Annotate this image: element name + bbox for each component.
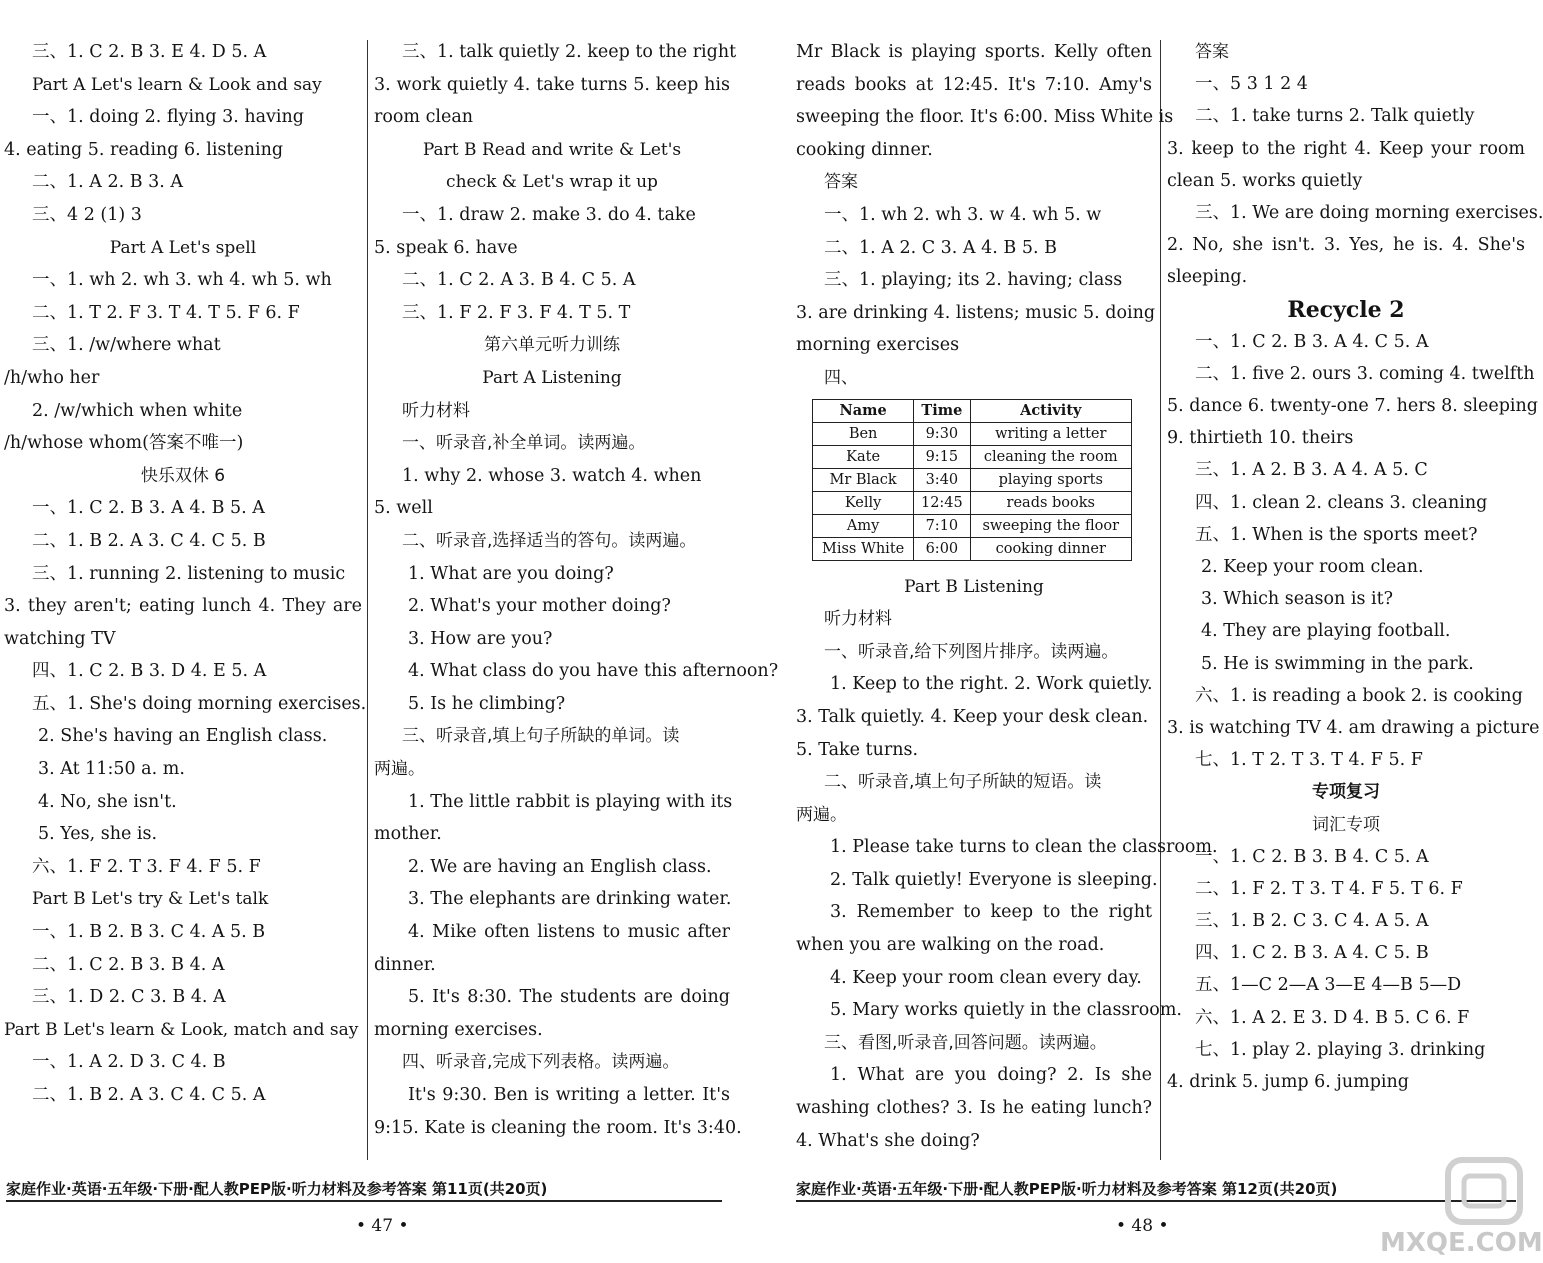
text-line: 一、1. C 2. B 3. A 4. B 5. A [32, 498, 265, 519]
text-line: Part B Let's learn & Look, match and say [4, 1019, 359, 1040]
text-line: morning exercises. [374, 1019, 543, 1040]
table-cell: 12:45 [914, 491, 970, 514]
footer-rule [6, 1200, 722, 1202]
answer-table-wrap [796, 395, 1152, 571]
footer-right: 家庭作业·英语·五年级·下册·配人教PEP版·听力材料及参考答案 第12页(共20页) [796, 1180, 1338, 1198]
text-line: 5. Take turns. [796, 739, 919, 760]
table-header-cell: Name [813, 399, 914, 422]
text-line: 六、1. A 2. E 3. D 4. B 5. C 6. F [1195, 1007, 1470, 1028]
text-line: 二、听录音,填上句子所缺的短语。读 [824, 772, 1102, 793]
column-3-bottom [796, 571, 1218, 1158]
text-line: 三、1. F 2. F 3. F 4. T 5. T [402, 302, 631, 323]
text-line: 1. Keep to the right. 2. Work quietly. [830, 674, 1153, 695]
table-header-cell: Activity [970, 399, 1131, 422]
text-line: 1. The little rabbit is playing with its [408, 791, 733, 812]
text-line: 三、1. playing; its 2. having; class [824, 270, 1123, 291]
text-line: 四、1. C 2. B 3. D 4. E 5. A [32, 661, 267, 682]
column-divider [367, 40, 368, 1160]
table-cell: 9:15 [914, 445, 970, 468]
text-line: 三、1. talk quietly 2. keep to the right [402, 42, 737, 62]
table-row [813, 514, 1132, 537]
table-cell: Kelly [813, 491, 914, 514]
text-line: 六、1. is reading a book 2. is cooking [1195, 685, 1523, 706]
text-line: 二、1. F 2. T 3. T 4. F 5. T 6. F [1195, 878, 1463, 899]
text-line: 四、1. C 2. B 3. A 4. C 5. B [1195, 943, 1429, 964]
column-3-top [796, 36, 1174, 395]
text-line: 三、4 2 (1) 3 [32, 204, 142, 225]
text-line: 1. What are you doing? 2. Is she [830, 1065, 1152, 1086]
text-line: 一、1. wh 2. wh 3. w 4. wh 5. w [824, 204, 1102, 225]
text-line: 5. well [374, 498, 433, 519]
text-line: 2. No, she isn't. 3. Yes, he is. 4. She's [1167, 235, 1525, 256]
text-line: 三、看图,听录音,回答问题。读两遍。 [824, 1032, 1107, 1053]
text-line: 1. Please take turns to clean the classroom. [830, 837, 1218, 858]
text-line: room clean [374, 107, 474, 128]
text-line: 二、1. A 2. C 3. A 4. B 5. B [824, 237, 1057, 258]
table-cell: writing a letter [970, 422, 1131, 445]
text-line: 5. Yes, she is. [38, 824, 158, 845]
text-line: 三、听录音,填上句子所缺的单词。读 [402, 726, 680, 747]
table-cell: 7:10 [914, 514, 970, 537]
text-line: 4. No, she isn't. [38, 791, 177, 812]
text-line: 3. Which season is it? [1201, 589, 1394, 610]
column-3 [796, 36, 1218, 1157]
text-line: 3. they aren't; eating lunch 4. They are [4, 596, 362, 617]
text-line: 一、1. C 2. B 3. B 4. C 5. A [1195, 846, 1429, 867]
text-line: washing clothes? 3. Is he eating lunch? [796, 1098, 1152, 1119]
text-line: 3. Remember to keep to the right [830, 902, 1152, 923]
text-line: 4. Mike often listens to music after [408, 922, 730, 943]
table-row [813, 422, 1132, 445]
text-line: 3. Talk quietly. 4. Keep your desk clean. [796, 706, 1149, 727]
column-4 [1167, 36, 1543, 1098]
text-line: cooking dinner. [796, 139, 933, 160]
text-line: 词汇专项 [1312, 814, 1380, 835]
table-cell: reads books [970, 491, 1131, 514]
page-number-right: • 48 • [1116, 1216, 1169, 1236]
text-line: dinner. [374, 954, 436, 975]
watermark-text: MXQE.COM [1380, 1228, 1543, 1258]
text-line: 4. What class do you have this afternoon? [408, 661, 779, 682]
table-cell: cooking dinner [970, 537, 1131, 560]
text-line: mother. [374, 824, 442, 845]
text-line: 一、1. C 2. B 3. A 4. C 5. A [1195, 331, 1429, 352]
text-line: 5. dance 6. twenty-one 7. hers 8. sleeping [1167, 396, 1538, 417]
table-cell: cleaning the room [970, 445, 1131, 468]
text-line: 两遍。 [796, 804, 847, 825]
answer-table [812, 399, 1132, 561]
text-line: 五、1. She's doing morning exercises. [32, 693, 367, 714]
text-line: 二、1. C 2. A 3. B 4. C 5. A [402, 270, 636, 291]
text-line: 4. eating 5. reading 6. listening [4, 139, 284, 160]
text-line: 2. She's having an English class. [38, 726, 328, 747]
text-line: 二、1. A 2. B 3. A [32, 172, 184, 193]
footer-left: 家庭作业·英语·五年级·下册·配人教PEP版·听力材料及参考答案 第11页(共20页) [6, 1180, 548, 1198]
text-line: sweeping the floor. It's 6:00. Miss White is [796, 107, 1174, 128]
text-line: Part A Let's learn & Look and say [32, 74, 322, 95]
text-line: 2. Keep your room clean. [1201, 557, 1424, 577]
text-line: Part B Read and write & Let's [422, 139, 682, 160]
column-divider [1160, 40, 1161, 1160]
text-line: 一、1. draw 2. make 3. do 4. take [402, 204, 696, 225]
text-line: 一、1. A 2. D 3. C 4. B [32, 1052, 226, 1073]
column-1 [4, 36, 367, 1112]
text-line: 一、1. wh 2. wh 3. wh 4. wh 5. wh [32, 270, 332, 291]
text-line: 听力材料 [824, 609, 892, 630]
text-line: 3. are drinking 4. listens; music 5. doing [796, 302, 1156, 323]
text-line: 4. They are playing football. [1201, 621, 1451, 642]
text-line: 2. Talk quietly! Everyone is sleeping. [830, 869, 1158, 890]
text-line: 四、 [824, 367, 858, 388]
text-line: 二、1. five 2. ours 3. coming 4. twelfth [1195, 363, 1535, 384]
table-row [813, 445, 1132, 468]
table-cell: 9:30 [914, 422, 970, 445]
text-line: 快乐双休 6 [140, 465, 226, 486]
text-line: 2. What's your mother doing? [408, 596, 671, 617]
text-line: 9. thirtieth 10. theirs [1167, 428, 1354, 449]
text-line: 七、1. play 2. playing 3. drinking [1195, 1039, 1486, 1060]
table-row [813, 468, 1132, 491]
text-line: 二、听录音,选择适当的答句。读两遍。 [402, 530, 697, 551]
text-line: 4. Keep your room clean every day. [830, 967, 1142, 988]
text-line: Part B Let's try & Let's talk [32, 889, 269, 910]
table-cell: playing sports [970, 468, 1131, 491]
text-line: 三、1. /w/where what [32, 335, 221, 356]
text-line: 听力材料 [402, 400, 470, 421]
text-line: 三、1. D 2. C 3. B 4. A [32, 987, 226, 1008]
text-line: 三、1. B 2. C 3. C 4. A 5. A [1195, 911, 1429, 932]
text-line: 5. He is swimming in the park. [1201, 653, 1474, 674]
text-line: 3. At 11:50 a. m. [38, 759, 185, 780]
text-line: 3. keep to the right 4. Keep your room [1167, 138, 1525, 159]
text-line: 五、1. When is the sports meet? [1195, 524, 1478, 545]
text-line: /h/who her [4, 367, 100, 388]
text-line: 3. The elephants are drinking water. [408, 889, 732, 910]
page-number-left: • 47 • [356, 1216, 409, 1236]
text-line: 答案 [1195, 42, 1229, 62]
text-line: Recycle 2 [1287, 296, 1405, 323]
text-line: 二、1. take turns 2. Talk quietly [1195, 106, 1475, 127]
text-line: reads books at 12:45. It's 7:10. Amy's [796, 74, 1152, 95]
text-line: 4. What's she doing? [796, 1130, 980, 1151]
text-line: 3. is watching TV 4. am drawing a picture [1167, 717, 1540, 738]
text-line: 答案 [824, 172, 858, 193]
text-line: sleeping. [1167, 267, 1248, 288]
text-line: 一、1. B 2. B 3. C 4. A 5. B [32, 922, 266, 943]
text-line: 一、1. doing 2. flying 3. having [32, 107, 305, 128]
text-line: Mr Black is playing sports. Kelly often [796, 42, 1152, 62]
text-line: 1. What are you doing? [408, 563, 614, 584]
table-body [813, 422, 1132, 560]
text-line: when you are walking on the road. [796, 935, 1105, 956]
text-line: 七、1. T 2. T 3. T 4. F 5. F [1195, 750, 1423, 771]
table-cell: 6:00 [914, 537, 970, 560]
text-line: 2. We are having an English class. [408, 856, 712, 877]
text-line: 三、1. We are doing morning exercises. [1195, 202, 1543, 223]
text-line: 二、1. B 2. A 3. C 4. C 5. A [32, 1085, 266, 1105]
text-line: 两遍。 [374, 759, 425, 780]
text-line: Part A Let's spell [109, 237, 257, 258]
text-line: 二、1. B 2. A 3. C 4. C 5. B [32, 530, 266, 551]
column-2 [374, 36, 779, 1144]
text-line: 六、1. F 2. T 3. F 4. F 5. F [32, 856, 261, 877]
text-line: 3. work quietly 4. take turns 5. keep his [374, 74, 730, 95]
text-line: check & Let's wrap it up [446, 172, 658, 193]
text-line: 3. How are you? [408, 628, 553, 649]
text-line: 9:15. Kate is cleaning the room. It's 3:40. [374, 1117, 742, 1138]
text-line: /h/whose whom(答案不唯一) [4, 433, 244, 454]
text-line: 1. why 2. whose 3. watch 4. when [402, 465, 702, 486]
text-line: clean 5. works quietly [1167, 170, 1363, 191]
text-line: 5. speak 6. have [374, 237, 518, 258]
text-line: 一、听录音,补全单词。读两遍。 [402, 433, 646, 454]
text-line: 四、1. clean 2. cleans 3. cleaning [1195, 492, 1488, 513]
text-line: 5. It's 8:30. The students are doing [408, 987, 730, 1008]
text-line: 4. drink 5. jump 6. jumping [1167, 1072, 1410, 1092]
table-header-cell: Time [914, 399, 970, 422]
text-line: 三、1. running 2. listening to music [32, 563, 346, 584]
table-row [813, 491, 1132, 514]
text-line: 四、听录音,完成下列表格。读两遍。 [402, 1052, 680, 1073]
table-cell: Ben [813, 422, 914, 445]
text-line: 第六单元听力训练 [484, 335, 620, 356]
text-line: 二、1. C 2. B 3. B 4. A [32, 954, 225, 975]
footer-rule [796, 1200, 1516, 1202]
text-line: Part A Listening [482, 367, 622, 388]
text-line: 一、听录音,给下列图片排序。读两遍。 [824, 641, 1119, 662]
text-line: 一、5 3 1 2 4 [1195, 74, 1308, 95]
text-line: 5. Mary works quietly in the classroom. [830, 1000, 1182, 1021]
text-line: Part B Listening [904, 576, 1044, 597]
text-line: 5. Is he climbing? [408, 693, 566, 714]
text-line: 五、1—C 2—A 3—E 4—B 5—D [1195, 975, 1462, 996]
text-line: 专项复习 [1312, 782, 1380, 803]
text-line: 三、1. A 2. B 3. A 4. A 5. C [1195, 460, 1428, 481]
text-line: 三、1. C 2. B 3. E 4. D 5. A [32, 42, 267, 62]
text-line: morning exercises [796, 335, 960, 356]
table-cell: Mr Black [813, 468, 914, 491]
table-cell: 3:40 [914, 468, 970, 491]
text-line: 2. /w/which when white [32, 400, 243, 421]
table-cell: Kate [813, 445, 914, 468]
text-line: 二、1. T 2. F 3. T 4. T 5. F 6. F [32, 302, 300, 323]
text-line: watching TV [4, 628, 116, 649]
table-cell: Amy [813, 514, 914, 537]
table-row [813, 537, 1132, 560]
table-cell: Miss White [813, 537, 914, 560]
text-line: It's 9:30. Ben is writing a letter. It's [408, 1085, 730, 1105]
table-cell: sweeping the floor [970, 514, 1131, 537]
table-header-row [813, 399, 1132, 422]
